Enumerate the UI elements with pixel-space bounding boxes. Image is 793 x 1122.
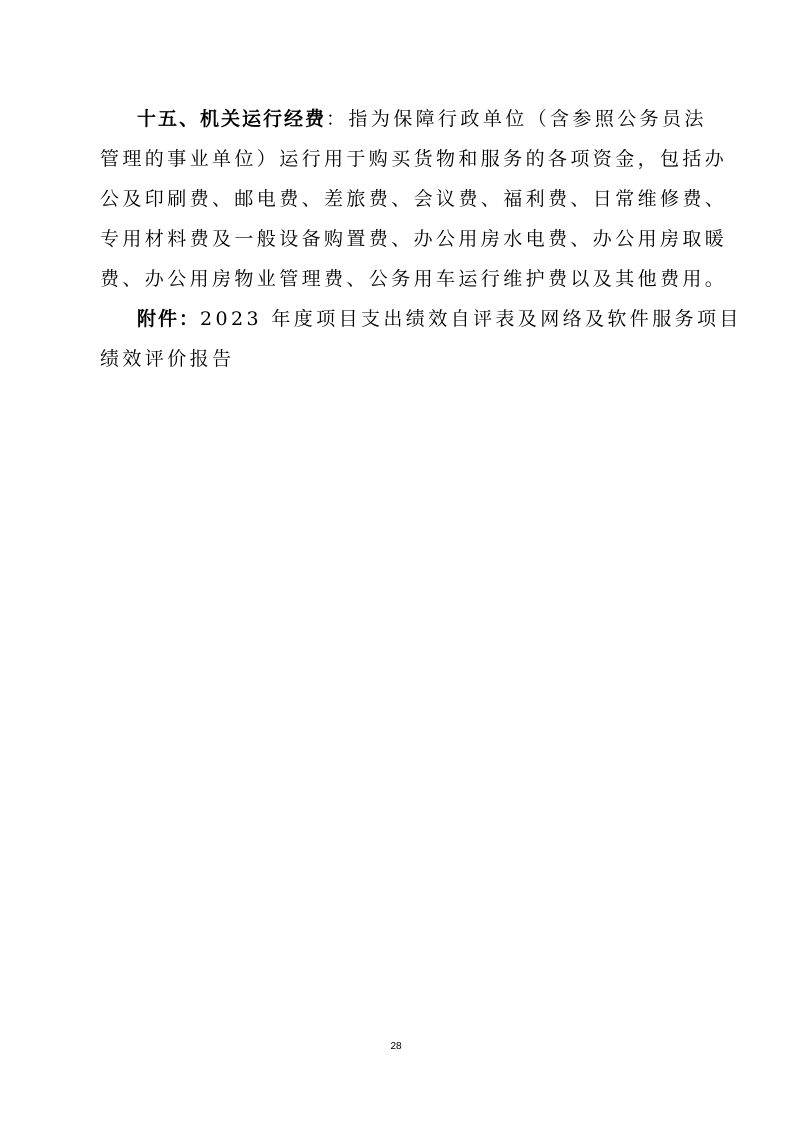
section-heading: 十五、机关运行经费 [137,108,327,130]
section-text-line-4: 专用材料费及一般设备购置费、办公用房水电费、办公用房取暖 [100,228,728,250]
attachment-first-line [137,307,742,331]
attachment-label: 附件： [137,308,201,330]
section-first-line [137,107,737,131]
section-text-line-3: 公及印刷费、邮电费、差旅费、会议费、福利费、日常维修费、 [100,188,728,210]
section-text-line-5: 费、办公用房物业管理费、公务用车运行维护费以及其他费用。 [100,268,728,290]
page-number: 28 [390,1041,402,1052]
section-text-line-2: 管理的事业单位）运行用于购买货物和服务的各项资金，包括办 [100,148,728,170]
section-heading-colon: ： [326,108,349,130]
attachment-text-line-1: 2023 年度项目支出绩效自评表及网络及软件服务项目 [200,308,742,330]
attachment-text-line-2: 绩效评价报告 [100,348,235,370]
section-text-line-1: 指为保障行政单位（含参照公务员法 [348,108,707,130]
